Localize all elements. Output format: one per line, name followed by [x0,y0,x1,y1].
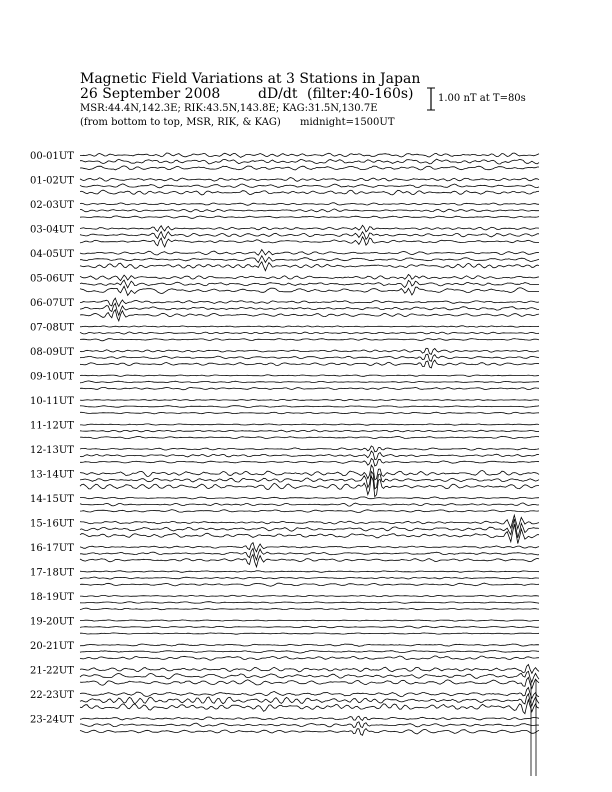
filter-label: (filter:40-160s) [307,86,414,102]
station-trace [80,729,539,736]
station-trace [80,256,539,263]
station-trace [80,232,539,240]
row-label: 20-21UT [30,641,74,652]
row-label: 15-16UT [30,518,74,530]
station-trace [80,275,539,281]
station-trace [80,554,539,567]
date-label: 26 September 2008 [80,86,221,102]
station-trace [80,184,539,188]
station-trace [80,399,539,400]
station-trace [80,626,539,628]
station-trace [80,190,539,195]
station-trace [80,203,539,206]
station-trace [80,671,539,682]
station-trace [80,178,539,182]
row-label: 05-06UT [30,273,74,285]
station-trace [80,339,539,341]
station-trace [80,375,539,377]
station-trace [80,571,539,573]
station-trace [80,620,539,621]
station-trace [80,237,539,247]
station-trace [80,446,539,452]
row-labels-group [30,151,74,726]
row-label: 23-24UT [30,714,74,726]
station-trace [80,250,539,256]
station-trace [80,608,539,610]
station-trace [80,430,539,432]
row-label: 08-09UT [30,347,74,358]
station-trace [80,280,539,288]
station-trace [80,303,539,315]
scale-bar [427,88,435,110]
station-trace [80,644,539,646]
station-trace [80,216,539,218]
row-label: 11-12UT [30,420,74,432]
station-trace [80,159,539,164]
station-trace [80,543,539,552]
station-trace [80,677,539,688]
station-trace [80,665,539,674]
stations-label: MSR:44.4N,142.3E; RIK:43.5N,143.8E; KAG:31.5N,130.7E [80,103,378,114]
component-label: dD/dt [258,86,298,102]
row-label: 01-02UT [30,175,74,187]
station-trace [80,406,539,408]
station-trace [80,656,539,660]
traces-group [80,153,539,776]
row-label: 04-05UT [30,249,74,260]
station-trace [80,209,539,212]
row-label: 14-15UT [30,494,74,505]
station-trace [80,451,539,460]
station-trace [80,602,539,604]
station-trace [80,524,539,543]
row-label: 18-19UT [30,592,74,603]
station-trace [80,332,539,334]
station-trace [80,548,539,560]
station-trace [80,153,539,157]
station-trace [80,298,539,306]
row-label: 00-01UT [30,151,74,162]
station-trace [80,225,539,232]
station-trace [80,326,539,327]
station-trace [80,465,539,480]
station-trace [80,262,539,271]
station-trace [80,436,539,438]
station-trace [80,310,539,321]
row-label: 06-07UT [30,298,74,309]
station-trace [80,354,539,361]
row-label: 10-11UT [30,396,74,407]
chart-title: Magnetic Field Variations at 3 Stations in Japan [80,71,421,87]
station-trace [80,595,539,596]
scale-bar-label: 1.00 nT at T=80s [438,93,526,104]
row-label: 12-13UT [30,445,74,456]
station-trace [80,688,539,699]
row-label: 17-18UT [30,567,74,579]
midnight-note: midnight=1500UT [300,117,395,128]
row-label: 13-14UT [30,469,74,481]
station-trace [80,510,539,513]
station-trace [80,166,539,170]
station-trace [80,722,539,728]
row-label: 07-08UT [30,322,74,334]
station-trace [80,515,539,529]
row-label: 02-03UT [30,200,74,211]
row-label: 16-17UT [30,543,74,554]
station-trace [80,424,539,425]
row-label: 19-20UT [30,616,74,628]
station-trace [80,497,539,499]
station-trace [80,412,539,414]
station-trace [80,381,539,383]
station-order-note: (from bottom to top, MSR, RIK, & KAG) [80,117,281,128]
station-trace [80,503,539,506]
station-trace [80,583,539,586]
row-label: 22-23UT [30,690,74,701]
station-trace [80,459,539,467]
station-trace [80,716,539,720]
station-trace [80,387,539,389]
station-trace [80,360,539,368]
station-trace [80,700,539,714]
station-trace [80,348,539,354]
station-trace [80,577,539,579]
station-trace [80,633,539,634]
row-label: 09-10UT [30,371,74,383]
row-label: 21-22UT [30,665,74,677]
row-label: 03-04UT [30,224,74,236]
station-trace [80,650,539,653]
station-trace [80,286,539,295]
